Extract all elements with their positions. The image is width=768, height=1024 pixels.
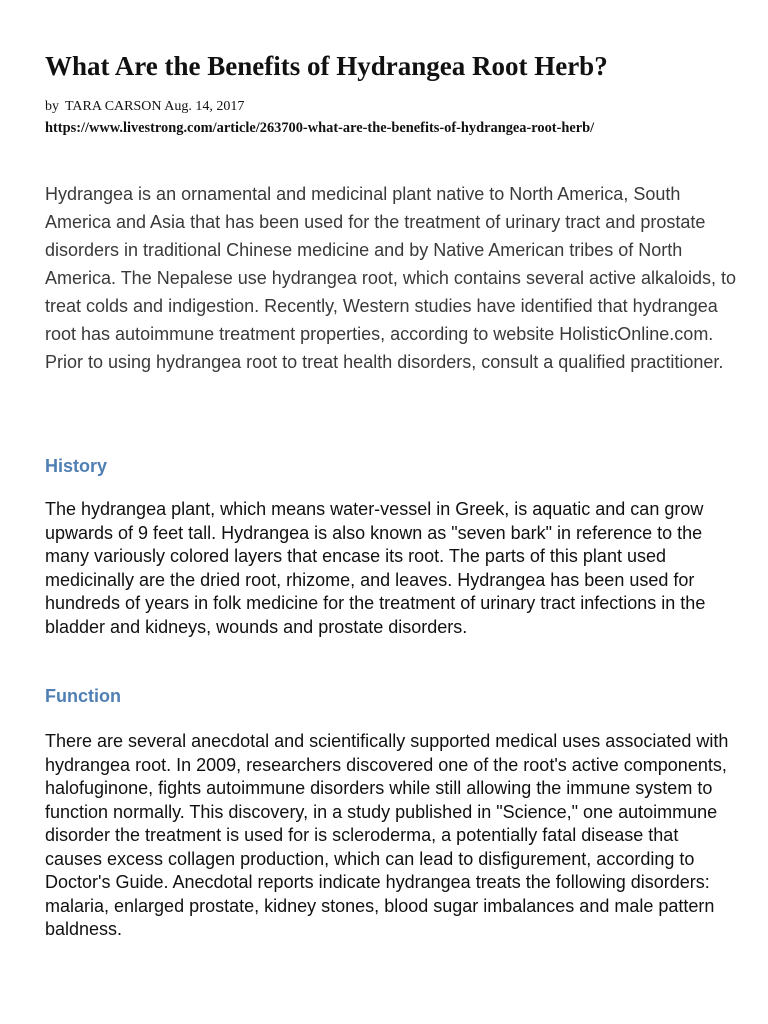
section-body-function: There are several anecdotal and scientifically supported medical uses associated with hydrangea root. In 2009, researchers discovered one of the root's active components, halofuginone, fights autoimmune disorders while still allowing the immune system to function normally. This discovery, in a study published in "Science," one autoimmune disorder the treatment is used for is scleroderma, a potentially fatal disease that causes excess collagen production, which can lead to disfigurement, according to Doctor's Guide. Anecdotal reports indicate hydrangea treats the following disorders: malaria, enlarged prostate, kidney stones, blood sugar imbalances and male pattern baldness. [45,731,729,939]
section-heading-history: History [45,456,108,476]
intro-paragraph: Hydrangea is an ornamental and medicinal plant native to North America, South America and Asia that has been used for the treatment of urinary tract and prostate disorders in traditional Chinese medicine and by Native American tribes of North America. The Nepalese use hydrangea root, which contains several active alkaloids, to treat colds and indigestion. Recently, Western studies have identified that hydrangea root has autoimmune treatment properties, according to website HolisticOnline.com. Prior to using hydrangea root to treat health disorders, consult a qualified practitioner. [45,184,737,372]
publish-date: Aug. 14, 2017 [164,99,245,114]
byline [45,97,244,117]
section-heading-function: Function [45,686,121,706]
section-body-history: The hydrangea plant, which means water-vessel in Greek, is aquatic and can grow upwards of 9 feet tall. Hydrangea is also known as "seven bark" in reference to the many variously colored layers that encase its root. The parts of this plant used medicinally are the dried root, rhizome, and leaves. Hydrangea has been used for hundreds of years in folk medicine for the treatment of urinary tract infections in the bladder and kidneys, wounds and prostate disorders. [45,499,706,637]
author-name: TARA CARSON [65,99,162,114]
article-title: What Are the Benefits of Hydrangea Root Herb? [45,51,608,81]
byline-by-label: by [45,99,59,114]
source-url: https://www.livestrong.com/article/263700-what-are-the-benefits-of-hydrangea-root-herb/ [45,120,595,136]
